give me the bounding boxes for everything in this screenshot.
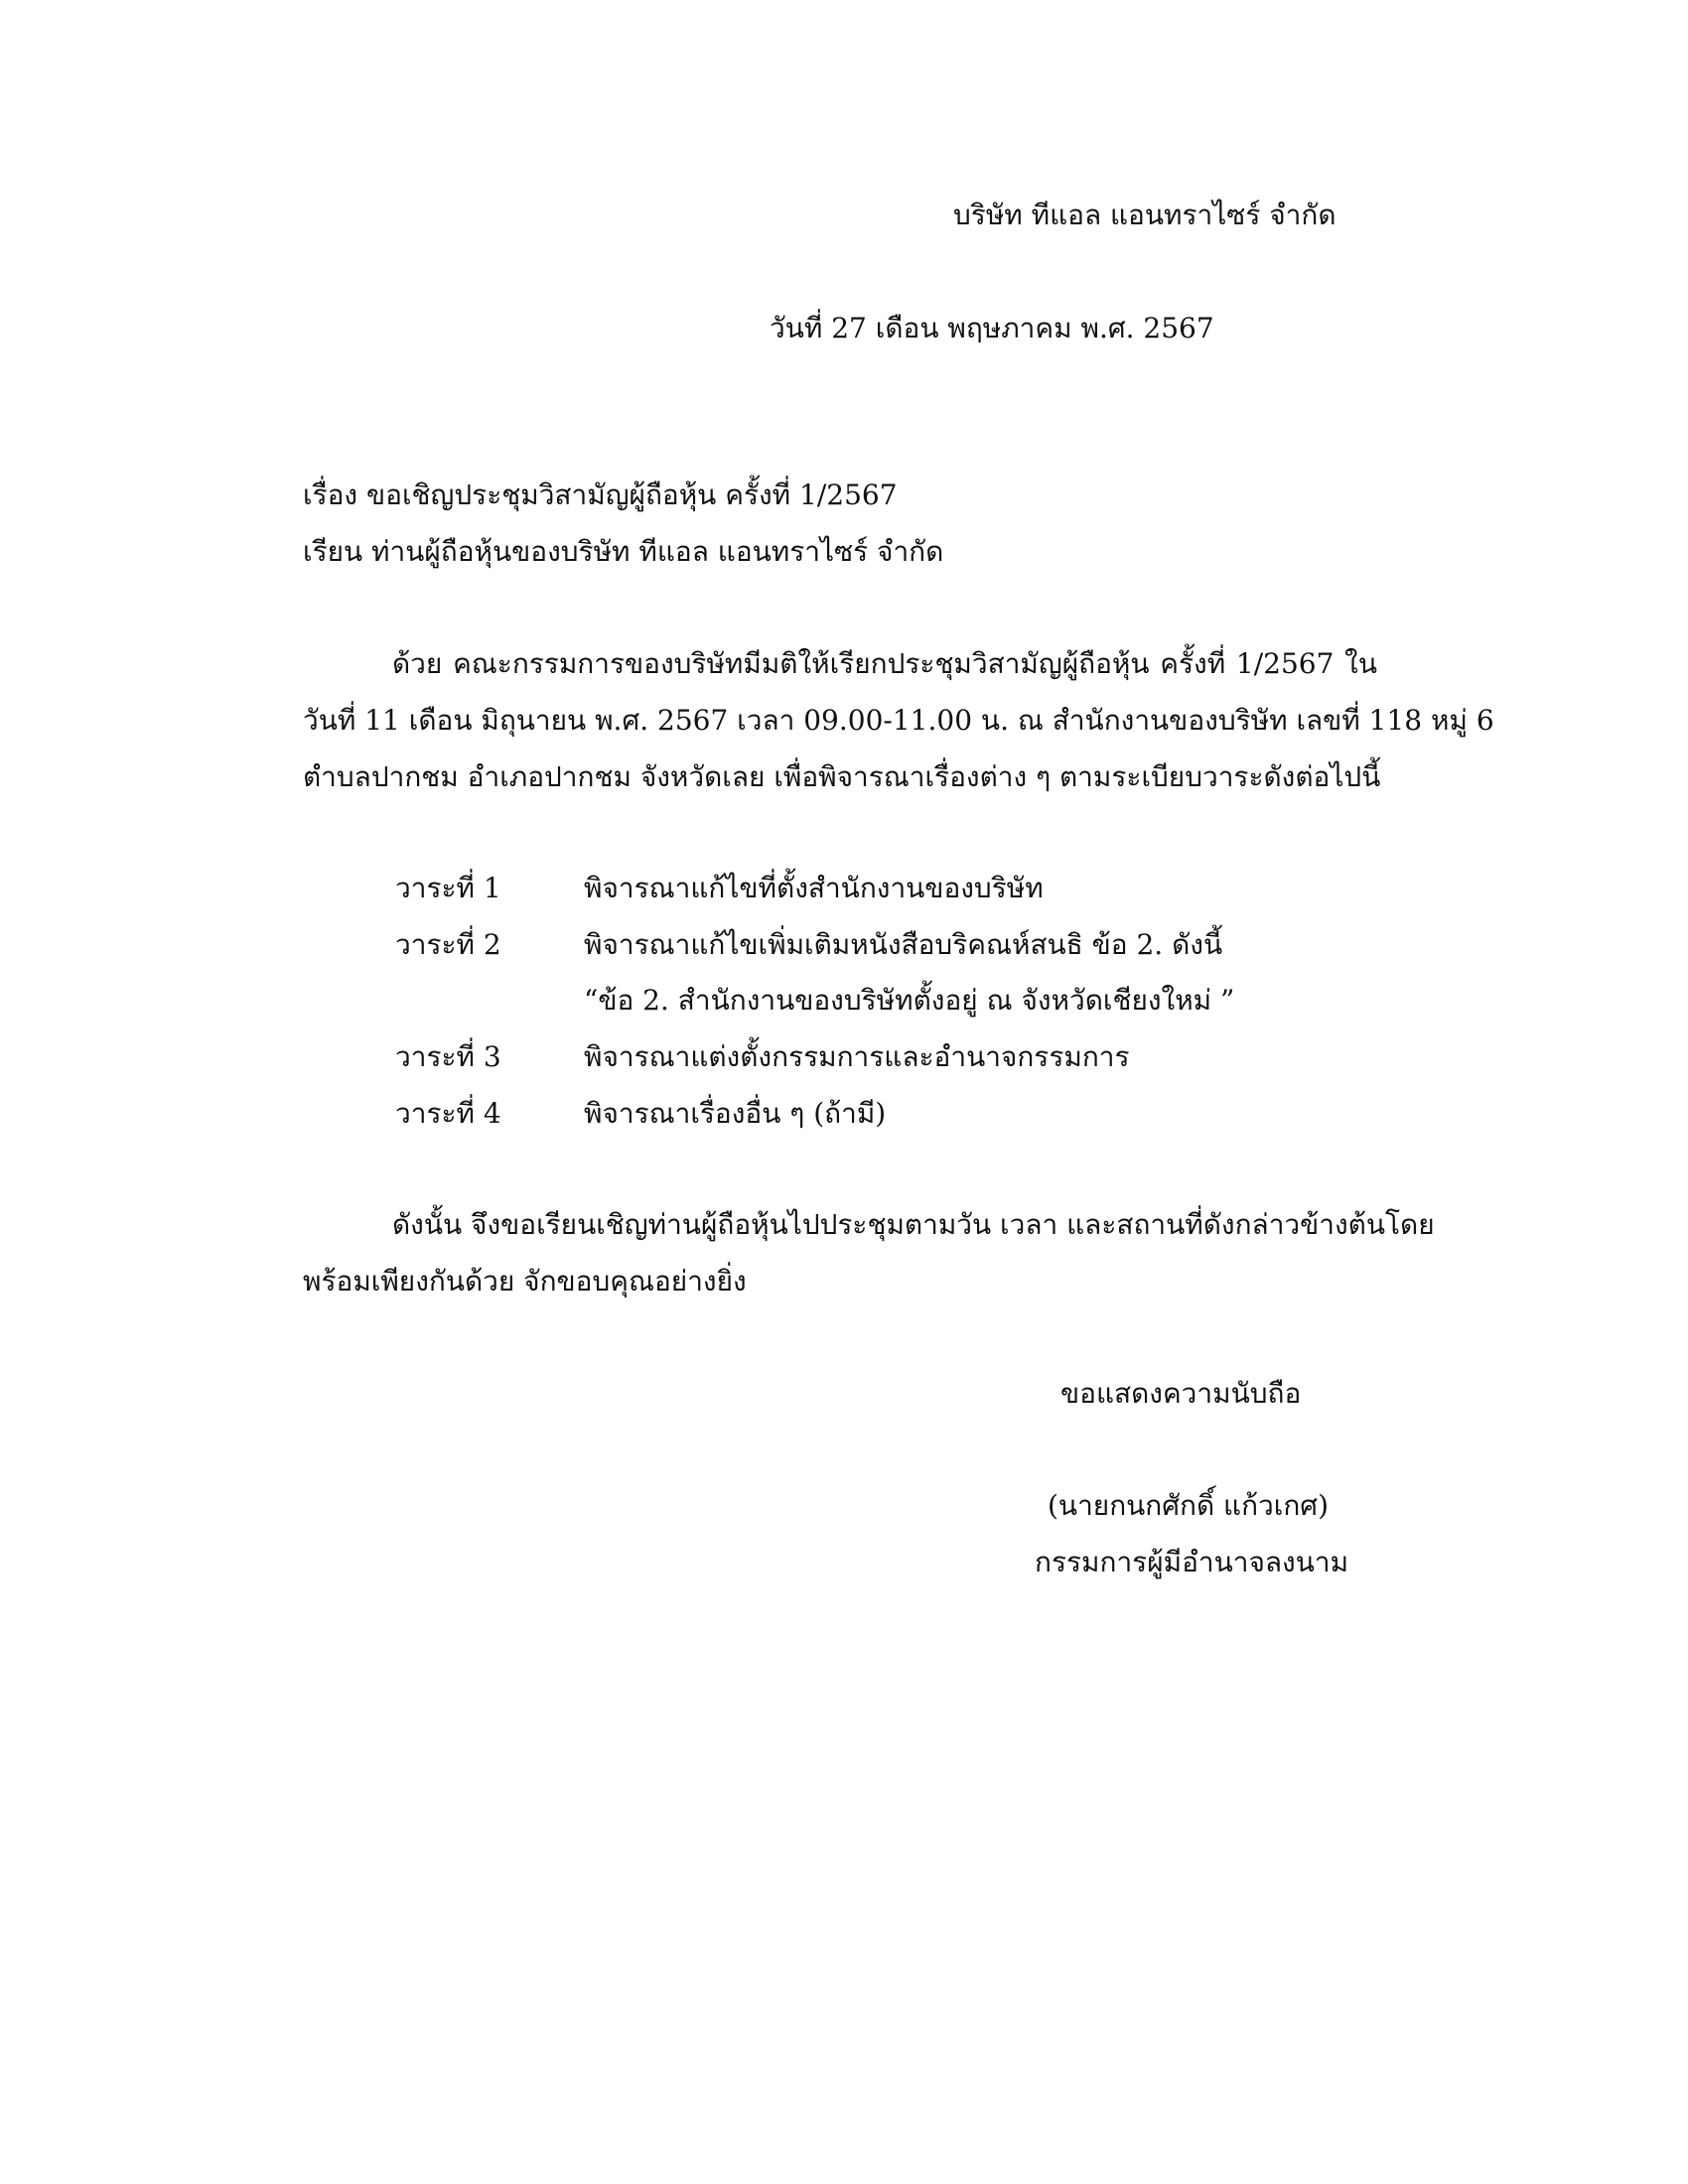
intro-paragraph-line: ตำบลปากชม อำเภอปากชม จังหวัดเลย เพื่อพิจารณาเรื่องต่าง ๆ ตามระเบียบวาระดังต่อไปนี้	[303, 760, 1381, 793]
agenda-number: วาระที่ 1	[395, 872, 501, 904]
company-name: บริษัท ทีแอล แอนทราไซร์ จำกัด	[953, 199, 1336, 231]
agenda-number: วาระที่ 3	[395, 1040, 501, 1073]
intro-paragraph-line: ด้วย คณะกรรมการของบริษัทมีมติให้เรียกประชุมวิสามัญผู้ถือหุ้น ครั้งที่ 1/2567 ใน	[392, 647, 1377, 680]
letter-date: วันที่ 27 เดือน พฤษภาคม พ.ศ. 2567	[770, 312, 1214, 344]
agenda-item-text: พิจารณาเรื่องอื่น ๆ (ถ้ามี)	[584, 1097, 887, 1130]
signer-title: กรรมการผู้มีอำนาจลงนาม	[1035, 1546, 1349, 1578]
closing-paragraph-line: พร้อมเพียงกันด้วย จักขอบคุณอย่างยิ่ง	[303, 1265, 747, 1297]
closing-paragraph-line: ดังนั้น จึงขอเรียนเชิญท่านผู้ถือหุ้นไปประชุมตามวัน เวลา และสถานที่ดังกล่าวข้างต้นโดย	[392, 1208, 1435, 1241]
salutation-line: เรียน ท่านผู้ถือหุ้นของบริษัท ทีแอล แอนทราไซร์ จำกัด	[303, 535, 944, 568]
agenda-number: วาระที่ 4	[395, 1097, 501, 1130]
signer-name: (นายกนกศักดิ์ แก้วเกศ)	[1048, 1489, 1329, 1522]
agenda-item-text: พิจารณาแต่งตั้งกรรมการและอำนาจกรรมการ	[584, 1040, 1130, 1073]
regards-text: ขอแสดงความนับถือ	[1060, 1377, 1302, 1410]
agenda-item-quote: “ข้อ 2. สำนักงานของบริษัทตั้งอยู่ ณ จังหวัดเชียงใหม่ ”	[584, 984, 1235, 1017]
agenda-number: วาระที่ 2	[395, 928, 501, 961]
subject-line: เรื่อง ขอเชิญประชุมวิสามัญผู้ถือหุ้น ครั้งที่ 1/2567	[303, 478, 898, 511]
agenda-item-text: พิจารณาแก้ไขเพิ่มเติมหนังสือบริคณห์สนธิ ข้อ 2. ดังนี้	[584, 928, 1223, 961]
agenda-item-text: พิจารณาแก้ไขที่ตั้งสำนักงานของบริษัท	[584, 872, 1044, 904]
intro-paragraph-line: วันที่ 11 เดือน มิถุนายน พ.ศ. 2567 เวลา 09.00-11.00 น. ณ สำนักงานของบริษัท เลขที่ 118 หมู่ 6	[303, 704, 1494, 737]
